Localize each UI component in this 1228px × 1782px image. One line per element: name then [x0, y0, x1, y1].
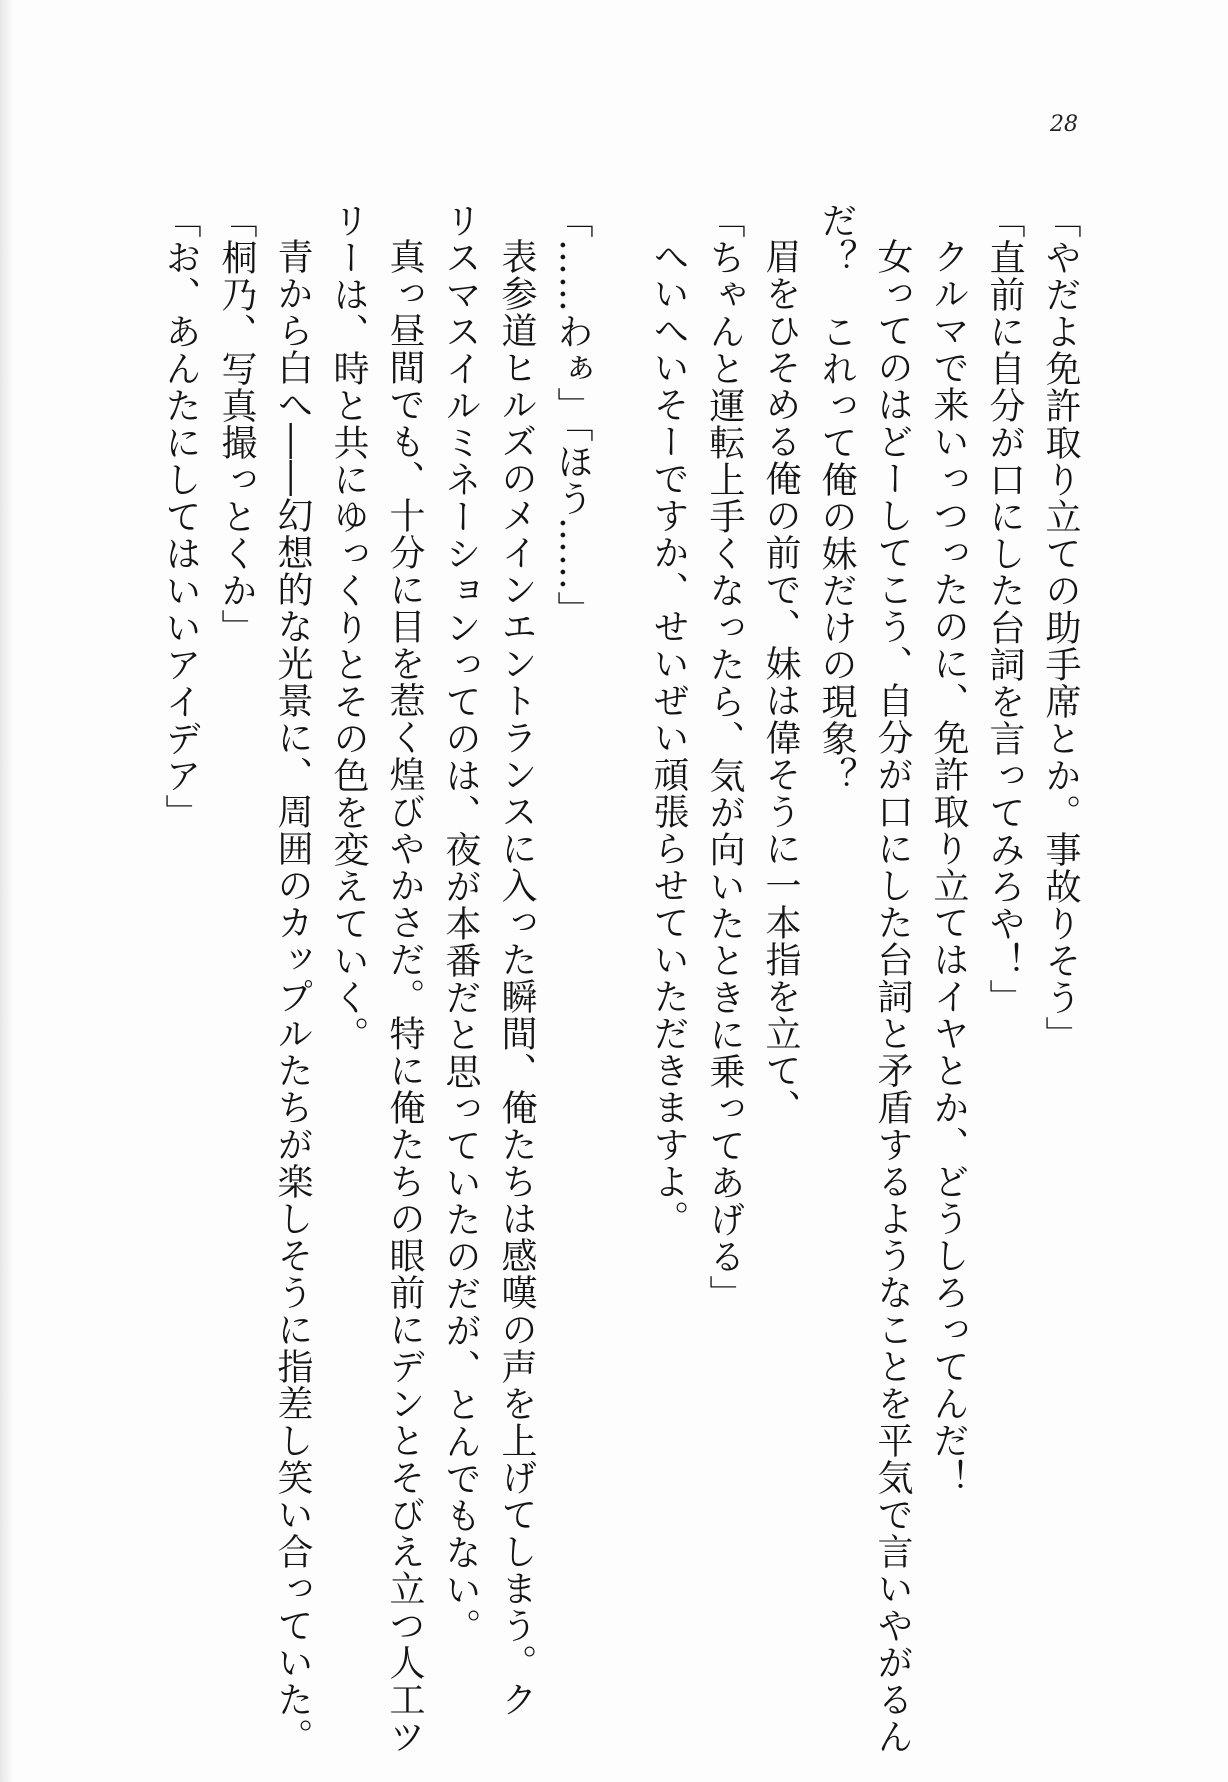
- text-column: リーは、時と共にゆっくりとその色を変えていく。: [328, 202, 369, 1053]
- text-column: 表参道ヒルズのメインエントランスに入った瞬間、俺たちは感嘆の声を上げてしまう。ク: [496, 238, 537, 1718]
- page-edge-shadow: [0, 0, 14, 1782]
- text-column: 「……わぁ」「ほう……」: [552, 202, 593, 628]
- text-column: へいへいそーですか、せいぜい頑張らせていただきますよ。: [648, 238, 689, 1237]
- text-column: 青から白へ――幻想的な光景に、周囲のカップルたちが楽しそうに指差し笑い合っていた。: [272, 238, 313, 1755]
- text-column: リスマスイルミネーションってのは、夜が本番だと思っていたのだが、とんでもない。: [440, 202, 481, 1645]
- page-number: 28: [1050, 112, 1078, 137]
- text-column: 女ってのはどーしてこう、自分が口にした台詞と矛盾するようなことを平気で言いやがるん: [872, 238, 913, 1755]
- text-column: 眉をひそめる俺の前で、妹は偉そうに一本指を立て、: [760, 238, 801, 1126]
- text-column: 真っ昼間でも、十分に目を惹く煌びやかさだ。特に俺たちの眼前にデンとそびえ立つ人工ツ: [384, 238, 425, 1755]
- text-column: 「直前に自分が口にした台詞を言ってみろや！」: [984, 202, 1025, 1016]
- text-column: だ？ これって俺の妹だけの現象？: [816, 202, 857, 794]
- text-column: 「お、あんたにしてはいいアイデア」: [160, 202, 201, 831]
- scene-break: [600, 202, 640, 1602]
- text-column: クルマで来いっつったのに、免許取り立てはイヤとか、どうしろってんだ！: [928, 238, 969, 1496]
- vertical-body-text: [152, 202, 1088, 1755]
- text-column: 「ちゃんと運転上手くなったら、気が向いたときに乗ってあげる」: [704, 202, 745, 1312]
- text-column: 「桐乃、写真撮っとくか」: [216, 202, 257, 646]
- text-column: 「やだよ免許取り立ての助手席とか。事故りそう」: [1040, 202, 1081, 1053]
